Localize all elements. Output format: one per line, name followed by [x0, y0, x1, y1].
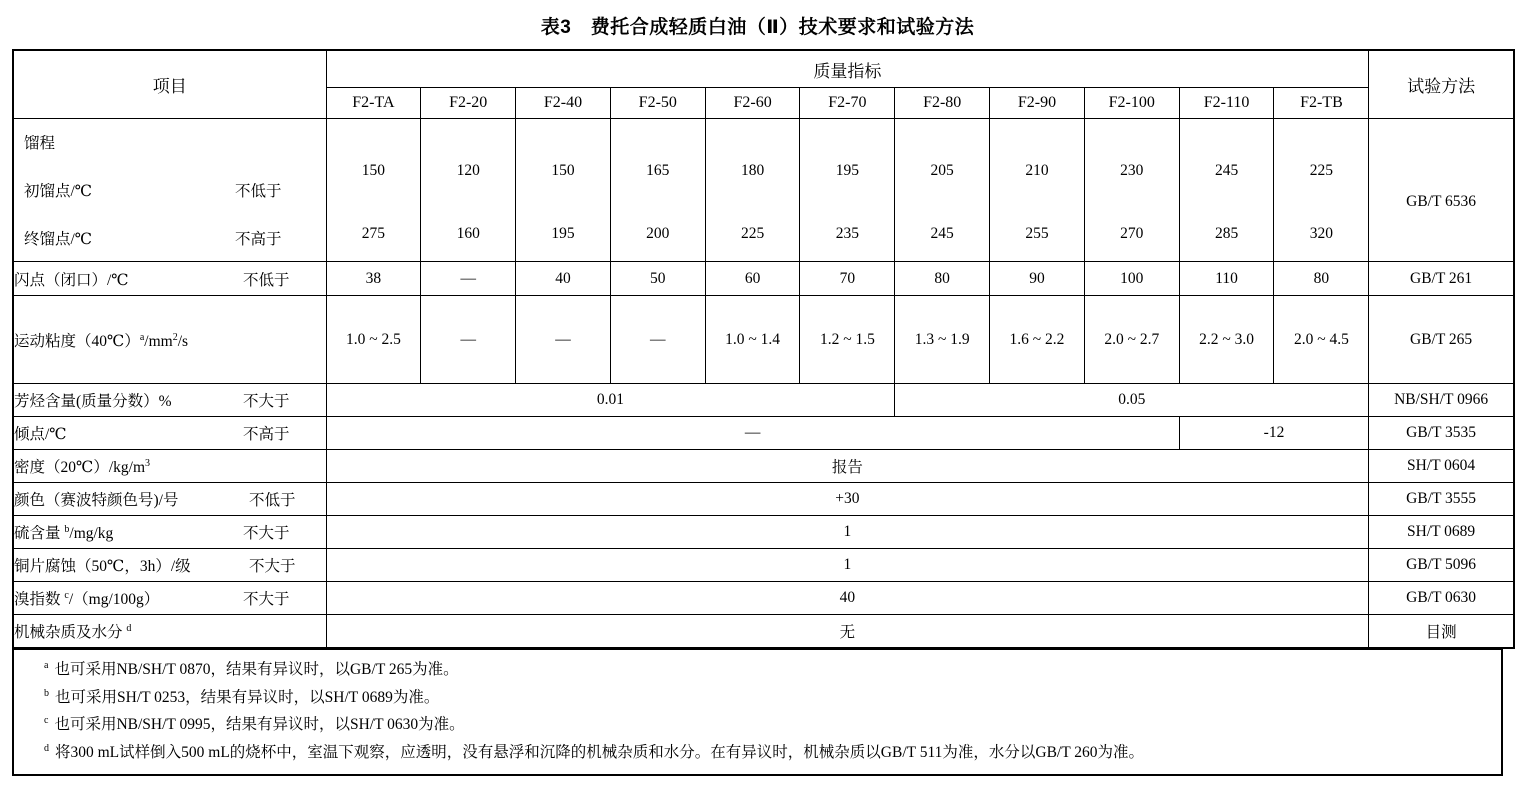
row-label-viscosity — [13, 296, 326, 384]
cell-bromine-value: 40 — [326, 582, 1369, 615]
cell-aromatics-left: 0.01 — [326, 384, 895, 417]
cell-viscosity-f2-20: — — [421, 296, 516, 384]
cell-flash-f2-60: 60 — [705, 262, 800, 296]
aromatics-qualifier: 不大于 — [242, 393, 290, 410]
value-final-f2-70: 235 — [835, 224, 859, 242]
row-label-distillation — [13, 119, 326, 262]
row-label-impurities — [13, 615, 326, 649]
cell-flash-f2-110: 110 — [1179, 262, 1274, 296]
header-grade-f2-80: F2-80 — [895, 88, 990, 119]
table-row-distillation — [13, 119, 1514, 262]
header-item: 项目 — [13, 50, 326, 119]
value-final-f2-60: 225 — [740, 224, 765, 242]
method-sulfur: SH/T 0689 — [1369, 516, 1514, 549]
cell-viscosity-f2-tb: 2.0 ~ 4.5 — [1274, 296, 1369, 384]
cell-viscosity-f2-80: 1.3 ~ 1.9 — [895, 296, 990, 384]
method-impurities: 目测 — [1369, 615, 1514, 649]
footnote-a-text: 也可采用NB/SH/T 0870，结果有异议时，以GB/T 265为准。 — [54, 661, 459, 679]
impurities-label: 机械杂质及水分 $^d$ — [14, 622, 132, 641]
cell-viscosity-f2-40: — — [516, 296, 611, 384]
cell-distillation-f2-70 — [800, 119, 895, 262]
flash-point-qualifier: 不低于 — [242, 271, 290, 289]
cell-distillation-f2-40 — [516, 119, 611, 262]
method-color: GB/T 3555 — [1369, 483, 1514, 516]
cell-distillation-f2-tb — [1274, 119, 1369, 262]
page-title: 表3 费托合成轻质白油（Ⅱ）技术要求和试验方法 — [540, 17, 975, 38]
footnote-b-text: 也可采用SH/T 0253，结果有异议时，以SH/T 0689为准。 — [55, 688, 440, 706]
table-row-copper-corrosion — [13, 549, 1514, 582]
aromatics-label: 芳烃含量(质量分数）% — [14, 393, 172, 410]
cell-distillation-f2-80 — [895, 119, 990, 262]
footnote-c — [14, 711, 1501, 739]
cell-flash-f2-90: 90 — [990, 262, 1085, 296]
color-label: 颜色（赛波特颜色号)/号 — [14, 492, 179, 509]
cell-flash-f2-80: 80 — [895, 262, 990, 296]
table-row-viscosity — [13, 296, 1514, 384]
table-row-density — [13, 450, 1514, 483]
cell-impurities-value: 无 — [326, 615, 1369, 649]
value-initial-f2-tb: 225 — [1309, 162, 1334, 179]
method-viscosity: GB/T 265 — [1369, 296, 1514, 384]
cell-viscosity-f2-90: 1.6 ~ 2.2 — [990, 296, 1085, 384]
table-row-impurities — [13, 615, 1514, 649]
value-final-f2-ta: 275 — [361, 224, 386, 242]
header-row-top — [13, 50, 1514, 88]
method-density: SH/T 0604 — [1369, 450, 1514, 483]
cell-viscosity-f2-60: 1.0 ~ 1.4 — [705, 296, 800, 384]
value-initial-f2-50: 165 — [646, 162, 670, 179]
footnote-b-mark: b — [44, 687, 49, 699]
row-label-color — [13, 483, 326, 516]
cell-distillation-f2-90 — [990, 119, 1085, 262]
cell-viscosity-f2-110: 2.2 ~ 3.0 — [1179, 296, 1274, 384]
value-initial-f2-40: 150 — [551, 162, 575, 179]
final-boiling-qualifier: 不高于 — [234, 231, 282, 248]
value-initial-f2-60: 180 — [740, 162, 765, 179]
value-initial-f2-80: 205 — [930, 162, 954, 179]
initial-boiling-label: 初馏点/℃ — [24, 183, 93, 200]
table-row-flash-point — [13, 262, 1514, 296]
cell-pour-point-right: -12 — [1179, 417, 1369, 450]
row-label-flash-point — [13, 262, 326, 296]
row-label-density — [13, 450, 326, 483]
cell-flash-f2-20: — — [421, 262, 516, 296]
table-body — [13, 119, 1514, 649]
method-bromine: GB/T 0630 — [1369, 582, 1514, 615]
initial-boiling-qualifier: 不低于 — [234, 183, 282, 200]
value-initial-f2-70: 195 — [835, 162, 859, 179]
value-final-f2-tb: 320 — [1309, 224, 1334, 242]
cell-flash-f2-70: 70 — [800, 262, 895, 296]
header-grade-f2-20: F2-20 — [421, 88, 516, 119]
spec-table-wrapper — [12, 49, 1503, 776]
value-initial-f2-110: 245 — [1214, 162, 1239, 179]
flash-point-label: 闪点（闭口）/℃ — [14, 271, 129, 289]
method-copper: GB/T 5096 — [1369, 549, 1514, 582]
row-label-aromatics — [13, 384, 326, 417]
footnote-b — [14, 684, 1501, 712]
cell-viscosity-f2-70: 1.2 ~ 1.5 — [800, 296, 895, 384]
cell-flash-f2-50: 50 — [610, 262, 705, 296]
footnotes-block — [12, 649, 1503, 776]
table-row-color — [13, 483, 1514, 516]
viscosity-label: 运动粘度$(40℃)^a/mm^2/s$ — [14, 331, 189, 350]
footnote-d-mark: d — [44, 742, 49, 754]
cell-distillation-f2-60 — [705, 119, 800, 262]
row-label-sulfur — [13, 516, 326, 549]
cell-viscosity-f2-50: — — [610, 296, 705, 384]
header-grade-f2-40: F2-40 — [516, 88, 611, 119]
cell-copper-value: 1 — [326, 549, 1369, 582]
cell-flash-f2-ta: 38 — [326, 262, 421, 296]
value-final-f2-110: 285 — [1214, 224, 1239, 242]
table-row-bromine-index — [13, 582, 1514, 615]
cell-viscosity-f2-100: 2.0 ~ 2.7 — [1084, 296, 1179, 384]
header-grade-f2-50: F2-50 — [610, 88, 705, 119]
method-distillation: GB/T 6536 — [1369, 119, 1514, 262]
cell-flash-f2-40: 40 — [516, 262, 611, 296]
footnote-c-mark: c — [44, 715, 49, 727]
footnote-c-text: 也可采用NB/SH/T 0995，结果有异议时，以SH/T 0630为准。 — [54, 716, 465, 734]
header-grade-f2-100: F2-100 — [1084, 88, 1179, 119]
cell-pour-point-left: — — [326, 417, 1179, 450]
pour-point-qualifier: 不高于 — [242, 426, 290, 443]
distillation-group-label: 馏程 — [24, 135, 56, 152]
value-initial-f2-20: 120 — [456, 162, 480, 179]
copper-label: 铜片腐蚀（50℃，3h）/级 — [14, 558, 191, 575]
method-pour-point: GB/T 3535 — [1369, 417, 1514, 450]
value-final-f2-20: 160 — [456, 224, 480, 242]
cell-aromatics-right: 0.05 — [895, 384, 1369, 417]
cell-distillation-f2-110 — [1179, 119, 1274, 262]
table-row-aromatics — [13, 384, 1514, 417]
specification-table — [12, 49, 1515, 649]
cell-density-value: 报告 — [326, 450, 1369, 483]
copper-qualifier: 不大于 — [248, 558, 296, 575]
footnote-d-text: 将300 mL试样倒入500 mL的烧杯中，室温下观察，应透明，没有悬浮和沉降的机械杂质和水分。在有异议时，机械杂质以GB/T 511为准，水分以GB/T 260为准。 — [55, 743, 1145, 761]
value-final-f2-80: 245 — [930, 224, 954, 242]
cell-flash-f2-100: 100 — [1084, 262, 1179, 296]
cell-color-value: +30 — [326, 483, 1369, 516]
bromine-qualifier: 不大于 — [242, 591, 290, 608]
value-final-f2-40: 195 — [551, 224, 575, 242]
value-initial-f2-90: 210 — [1025, 162, 1049, 179]
value-final-f2-100: 270 — [1120, 224, 1144, 242]
row-label-copper-corrosion — [13, 549, 326, 582]
row-label-bromine-index — [13, 582, 326, 615]
footnote-a-mark: a — [44, 660, 49, 671]
row-label-pour-point — [13, 417, 326, 450]
color-qualifier: 不低于 — [248, 492, 296, 509]
footnote-a — [14, 656, 1501, 684]
header-quality-index: 质量指标 — [326, 50, 1369, 88]
method-aromatics: NB/SH/T 0966 — [1369, 384, 1514, 417]
value-initial-f2-100: 230 — [1120, 162, 1144, 179]
sulfur-qualifier: 不大于 — [242, 525, 290, 542]
header-grade-f2-ta: F2-TA — [326, 88, 421, 119]
pour-point-label: 倾点/℃ — [14, 426, 67, 443]
table-row-sulfur — [13, 516, 1514, 549]
cell-flash-f2-tb: 80 — [1274, 262, 1369, 296]
header-grade-f2-70: F2-70 — [800, 88, 895, 119]
header-grade-f2-60: F2-60 — [705, 88, 800, 119]
value-initial-f2-ta: 150 — [361, 162, 386, 179]
sulfur-label: 硫含量 $^b$/mg/kg — [14, 523, 114, 542]
header-test-method: 试验方法 — [1369, 50, 1514, 119]
table-head — [13, 50, 1514, 119]
value-final-f2-50: 200 — [646, 224, 670, 242]
bromine-label: 溴指数 $^c$/（mg/100g） — [14, 589, 160, 608]
cell-distillation-f2-ta — [326, 119, 421, 262]
final-boiling-label: 终馏点/℃ — [24, 231, 93, 248]
table-row-pour-point — [13, 417, 1514, 450]
cell-sulfur-value: 1 — [326, 516, 1369, 549]
method-flash-point: GB/T 261 — [1369, 262, 1514, 296]
density-label: 密度$(20℃)/kg/m^3$ — [14, 457, 151, 476]
header-grade-f2-110: F2-110 — [1179, 88, 1274, 119]
cell-viscosity-f2-ta: 1.0 ~ 2.5 — [326, 296, 421, 384]
header-grade-f2-tb: F2-TB — [1274, 88, 1369, 119]
value-final-f2-90: 255 — [1025, 224, 1049, 242]
footnote-d — [14, 739, 1501, 767]
cell-distillation-f2-100 — [1084, 119, 1179, 262]
cell-distillation-f2-20 — [421, 119, 516, 262]
cell-distillation-f2-50 — [610, 119, 705, 262]
header-grade-f2-90: F2-90 — [990, 88, 1085, 119]
